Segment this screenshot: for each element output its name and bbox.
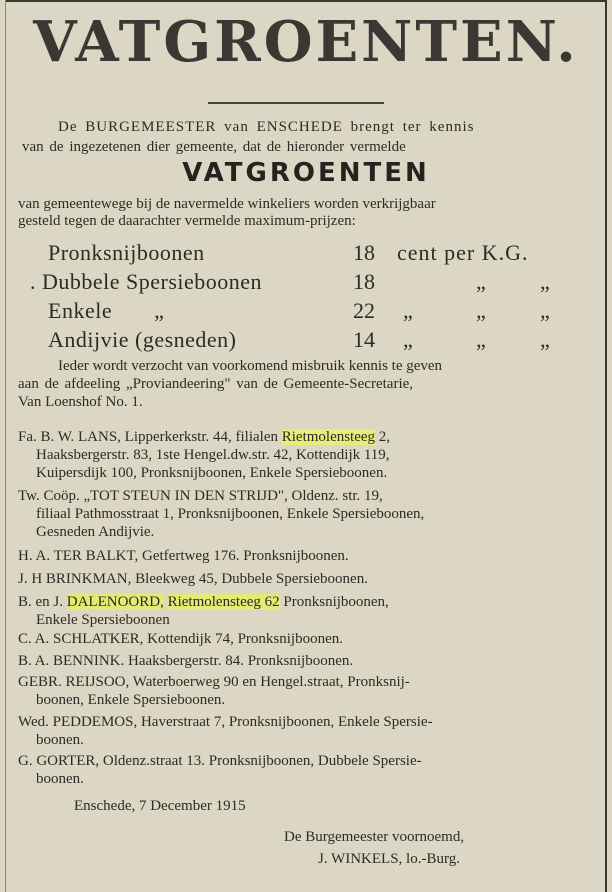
frame-top — [5, 0, 607, 2]
retailer-coop-line-1: Tw. Coöp. „TOT STEUN IN DEN STRIJD", Oldenz. str. 19, — [18, 488, 383, 504]
retailer-lans-line-3: Kuipersdijk 100, Pronksnijboonen, Enkele Spersieboonen. — [36, 465, 388, 481]
frame-left — [5, 0, 6, 892]
ditto-mark: „ — [476, 269, 486, 294]
retailer-dalenoord-line-1 — [18, 593, 389, 611]
product-price: 14 — [353, 327, 375, 352]
retailer-bennink: B. A. BENNINK. Haaksbergerstr. 84. Pronksnijboonen. — [18, 653, 354, 669]
product-name: . Dubbele Spersieboonen — [30, 269, 263, 294]
product-name: Pronksnijboonen — [48, 240, 205, 265]
body-line-1: van gemeentewege bij de navermelde winkeliers worden verkrijgbaar — [18, 196, 436, 212]
retailer-dalenoord-goods: Pronksnijboonen, — [279, 594, 389, 610]
notice-line-1: Ieder wordt verzocht van voorkomend misbruik kennis te geven — [58, 358, 443, 374]
frame-right — [605, 0, 607, 892]
title-rule — [208, 102, 384, 104]
retailer-coop-line-2: filiaal Pathmosstraat 1, Pronksnijboonen, Enkele Spersieboonen, — [36, 506, 425, 522]
intro-line-1: De BURGEMEESTER van ENSCHEDE brengt ter kennis — [58, 119, 475, 135]
notice-line-2: aan de afdeeling „Proviandeering" van de Gemeente-Secretarie, — [18, 376, 414, 392]
retailer-lans-line-1 — [18, 428, 390, 446]
ditto-mark: „ — [540, 327, 550, 352]
ditto-mark: „ — [476, 298, 486, 323]
retailer-reijsoo-line-1: GEBR. REIJSOO, Waterboerweg 90 en Hengel.straat, Pronksnij- — [18, 674, 410, 690]
product-name: Andijvie (gesneden) — [48, 327, 237, 352]
retailer-dalenoord-line-2: Enkele Spersieboonen — [36, 612, 170, 628]
product-name: Enkele „ — [48, 298, 165, 323]
retailer-gorter-line-2: boonen. — [36, 771, 84, 787]
retailer-lans-line-2: Haaksbergerstr. 83, 1ste Hengel.dw.str. 42, Kottendijk 119, — [36, 447, 390, 463]
price-unit: cent per K.G. — [397, 240, 529, 265]
signature-line-2: J. WINKELS, lo.-Burg. — [318, 851, 460, 867]
date-line: Enschede, 7 December 1915 — [74, 798, 246, 814]
highlighted-street: Rietmolensteeg 62 — [167, 594, 280, 610]
retailer-lans-text: Fa. B. W. LANS, Lipperkerkstr. 44, filialen — [18, 429, 282, 445]
retailer-reijsoo-line-2: boonen, Enkele Spersieboonen. — [36, 692, 226, 708]
retailer-peddemos-line-1: Wed. PEDDEMOS, Haverstraat 7, Pronksnijboonen, Enkele Spersie- — [18, 714, 433, 730]
retailer-coop-line-3: Gesneden Andijvie. — [36, 524, 155, 540]
price-row — [0, 297, 612, 325]
product-price: 22 — [353, 298, 375, 323]
body-line-2: gesteld tegen de daarachter vermelde maximum-prijzen: — [18, 213, 356, 229]
notice-line-3: Van Loenshof No. 1. — [18, 394, 143, 410]
ditto-mark: „ — [476, 327, 486, 352]
ditto-mark: „ — [403, 327, 413, 352]
subtitle: VATGROENTEN — [182, 158, 430, 188]
signature-line-1: De Burgemeester voornoemd, — [284, 829, 465, 845]
ditto-mark: „ — [403, 298, 413, 323]
ditto-mark: „ — [540, 298, 550, 323]
intro-line-2: van de ingezetenen dier gemeente, dat de hieronder vermelde — [22, 139, 406, 155]
retailer-dalenoord-prefix: B. en J. — [18, 594, 67, 610]
price-row — [0, 239, 612, 267]
retailer-peddemos-line-2: boonen. — [36, 732, 84, 748]
retailer-brinkman: J. H BRINKMAN, Bleekweg 45, Dubbele Spersieboonen. — [18, 571, 368, 587]
highlighted-name: DALENOORD, — [66, 594, 164, 610]
ditto-mark: „ — [540, 269, 550, 294]
retailer-schlatker: C. A. SCHLATKER, Kottendijk 74, Pronksnijboonen. — [18, 631, 344, 647]
advert-title: VATGROENTEN. — [33, 9, 579, 75]
product-price: 18 — [353, 269, 375, 294]
retailer-lans-number: 2, — [375, 429, 391, 445]
retailer-gorter-line-1: G. GORTER, Oldenz.straat 13. Pronksnijboonen, Dubbele Spersie- — [18, 753, 422, 769]
price-row — [0, 326, 612, 354]
price-row — [0, 268, 612, 296]
retailer-balkt: H. A. TER BALKT, Getfertweg 176. Pronksnijboonen. — [18, 548, 349, 564]
highlighted-street: Rietmolensteeg — [281, 429, 376, 445]
product-price: 18 — [353, 240, 375, 265]
